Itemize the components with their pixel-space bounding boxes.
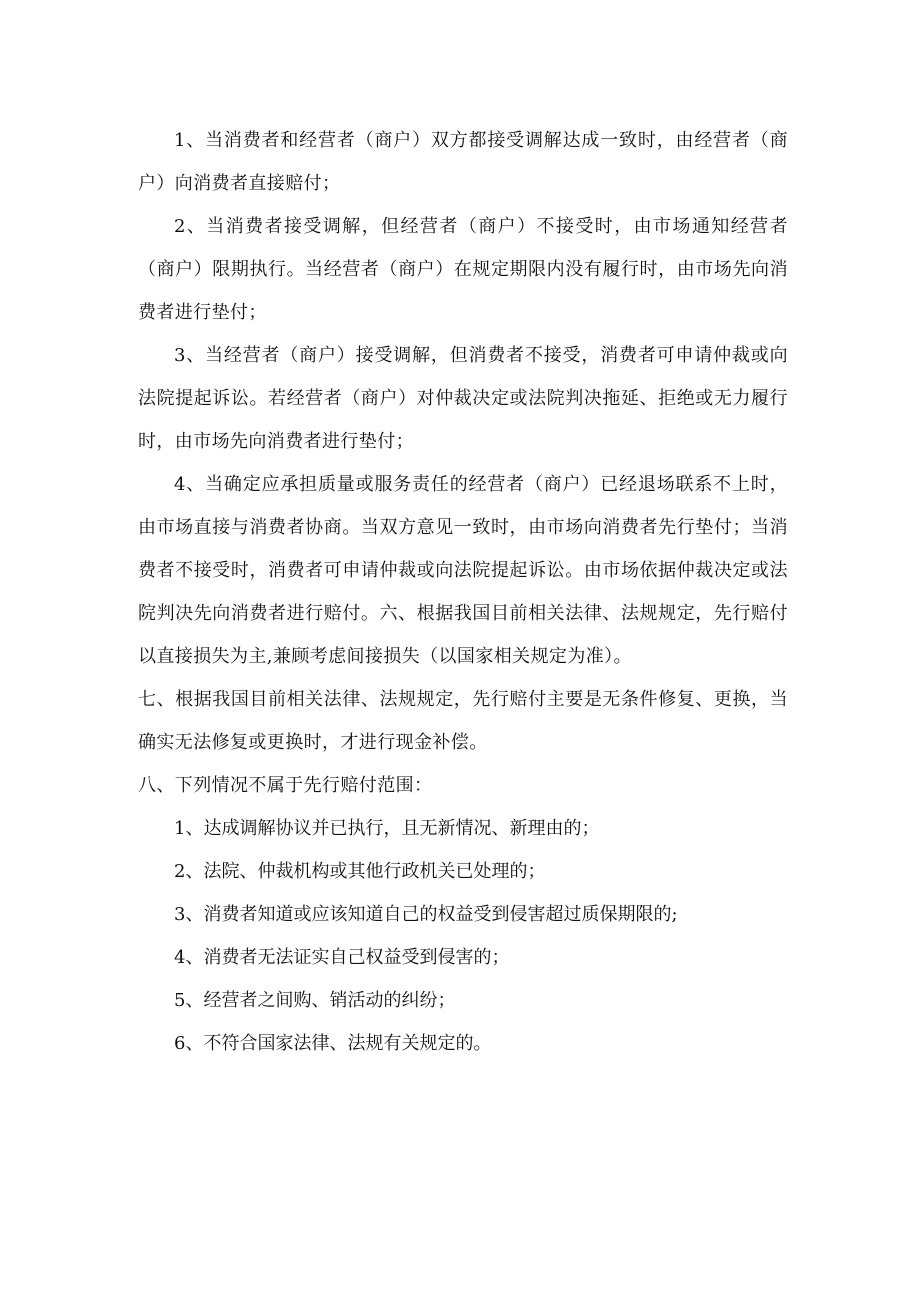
list-item-5: 5、经营者之间购、销活动的纠纷； (174, 990, 456, 1011)
paragraph-item-3: 3、当经营者（商户）接受调解，但消费者不接受，消费者可申请仲裁或向法院提起诉讼。若经营者（商户）对仲裁决定或法院判决拖延、拒绝或无力履行时，由市场先向消费者进行垫付； (138, 345, 788, 452)
list-item-1: 1、达成调解协议并已执行，且无新情况、新理由的； (174, 818, 600, 839)
list-item-6: 6、不符合国家法律、法规有关规定的。 (174, 1033, 492, 1054)
list-item-4: 4、消费者无法证实自己权益受到侵害的； (174, 947, 510, 968)
list-item-2: 2、法院、仲裁机构或其他行政机关已处理的； (174, 861, 546, 882)
list-item-3: 3、消费者知道或应该知道自己的权益受到侵害超过质保期限的; (174, 904, 678, 925)
paragraph-item-4: 4、当确定应承担质量或服务责任的经营者（商户）已经退场联系不上时，由市场直接与消费者协商。当双方意见一致时，由市场向消费者先行垫付；当消费者不接受时，消费者可申请仲裁或向法院提起诉讼。由市场依据仲裁决定或法院判决先向消费者进行赔付。六、根据我国目前相关法律、法规规定，先行赔付以直接损失为主,兼顾考虑间接损失（以国家相关规定为准）。 (138, 474, 788, 667)
document-body (138, 119, 788, 1065)
section-eight-heading: 八、下列情况不属于先行赔付范围： (138, 775, 433, 796)
paragraph-item-2: 2、当消费者接受调解，但经营者（商户）不接受时，由市场通知经营者（商户）限期执行。当经营者（商户）在规定期限内没有履行时，由市场先向消费者进行垫付； (138, 216, 788, 323)
paragraph-item-1: 1、当消费者和经营者（商户）双方都接受调解达成一致时，由经营者（商户）向消费者直接赔付； (138, 130, 788, 194)
section-seven-paragraph: 七、根据我国目前相关法律、法规规定，先行赔付主要是无条件修复、更换，当确实无法修复或更换时，才进行现金补偿。 (138, 689, 788, 753)
